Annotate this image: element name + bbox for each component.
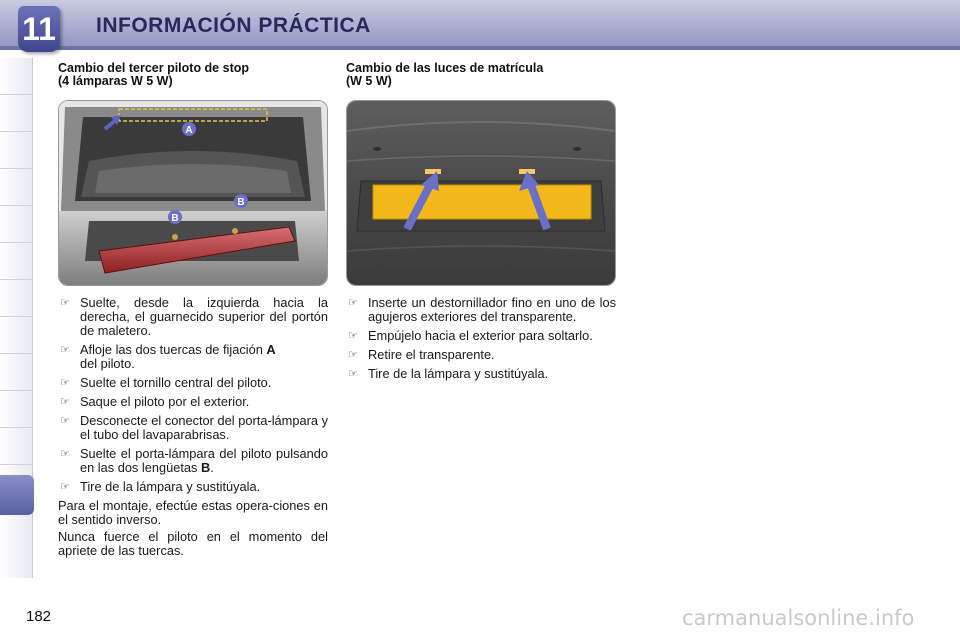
step-item: ☞ Inserte un destornillador fino en uno de los agujeros exteriores del transparente. bbox=[348, 295, 616, 324]
section-title: Cambio del tercer piloto de stop (4 lámparas W 5 W) bbox=[58, 61, 249, 88]
step-item: ☞ Tire de la lámpara y sustitúyala. bbox=[60, 479, 261, 494]
pointing-hand-icon: ☞ bbox=[348, 297, 358, 309]
chapter-tab[interactable] bbox=[0, 280, 32, 317]
pointing-hand-icon: ☞ bbox=[60, 448, 70, 460]
step-item: ☞ Suelte, desde la izquierda hacia la derecha, el guarnecido superior del portón de maletero. bbox=[60, 295, 328, 338]
chapter-tab-active[interactable] bbox=[0, 475, 34, 515]
svg-text:B: B bbox=[237, 197, 245, 208]
step-item: ☞ Afloje las dos tuercas de fijación A del piloto. bbox=[60, 342, 276, 371]
brake-light-steps bbox=[58, 296, 328, 494]
pointing-hand-icon: ☞ bbox=[60, 377, 70, 389]
chapter-badge: 11 bbox=[18, 6, 60, 52]
section-title: Cambio de las luces de matrícula (W 5 W) bbox=[346, 61, 544, 88]
plate-lamp-left bbox=[425, 169, 441, 174]
step-item: ☞ Desconecte el conector del porta-lámpara y el tubo del lavaparabrisas. bbox=[60, 413, 328, 442]
pointing-hand-icon: ☞ bbox=[60, 396, 70, 408]
page-number: 182 bbox=[26, 608, 52, 625]
pointing-hand-icon: ☞ bbox=[60, 415, 70, 427]
chapter-tab[interactable] bbox=[0, 58, 32, 95]
svg-text:A: A bbox=[185, 125, 193, 136]
step-item: ☞ Empújelo hacia el exterior para soltarlo. bbox=[348, 328, 593, 343]
license-plate-light-section bbox=[346, 62, 616, 386]
chapter-tab[interactable] bbox=[0, 132, 32, 169]
svg-text:B: B bbox=[171, 213, 179, 224]
chapter-tab[interactable] bbox=[0, 243, 32, 280]
step-item: ☞ Tire de la lámpara y sustitúyala. bbox=[348, 366, 549, 381]
license-plate-steps bbox=[346, 296, 616, 381]
brake-light-illustration bbox=[58, 100, 328, 286]
watermark: carmanualsonline.info bbox=[682, 606, 915, 630]
step-item: ☞ Saque el piloto por el exterior. bbox=[60, 394, 250, 409]
pointing-hand-icon: ☞ bbox=[60, 481, 70, 493]
assembly-note: Para el montaje, efectúe estas opera-ciones en el sentido inverso. bbox=[58, 498, 328, 527]
chapter-tab[interactable] bbox=[0, 354, 32, 391]
pointing-hand-icon: ☞ bbox=[60, 297, 70, 309]
license-plate-drawing bbox=[347, 101, 615, 285]
license-plate-illustration bbox=[346, 100, 616, 286]
chapter-title: INFORMACIÓN PRÁCTICA bbox=[96, 14, 371, 37]
pointing-hand-icon: ☞ bbox=[348, 330, 358, 342]
step-item: ☞ Retire el transparente. bbox=[348, 347, 495, 362]
chapter-tab[interactable] bbox=[0, 169, 32, 206]
chapter-tab[interactable] bbox=[0, 428, 32, 465]
license-plate bbox=[373, 185, 591, 219]
third-brake-light-section bbox=[58, 62, 328, 561]
brake-light-drawing bbox=[59, 101, 327, 285]
step-item: ☞ Suelte el porta-lámpara del piloto pulsando en las dos lengüetas B. bbox=[60, 446, 328, 475]
pointing-hand-icon: ☞ bbox=[348, 368, 358, 380]
warning-note: Nunca fuerce el piloto en el momento del apriete de las tuercas. bbox=[58, 529, 328, 558]
chapter-tab[interactable] bbox=[0, 95, 32, 132]
header-rule bbox=[0, 46, 960, 50]
pointing-hand-icon: ☞ bbox=[60, 344, 70, 356]
step-item: ☞ Suelte el tornillo central del piloto. bbox=[60, 375, 272, 390]
chapter-tab[interactable] bbox=[0, 206, 32, 243]
chapter-tab[interactable] bbox=[0, 317, 32, 354]
pointing-hand-icon: ☞ bbox=[348, 349, 358, 361]
chapter-tab[interactable] bbox=[0, 391, 32, 428]
